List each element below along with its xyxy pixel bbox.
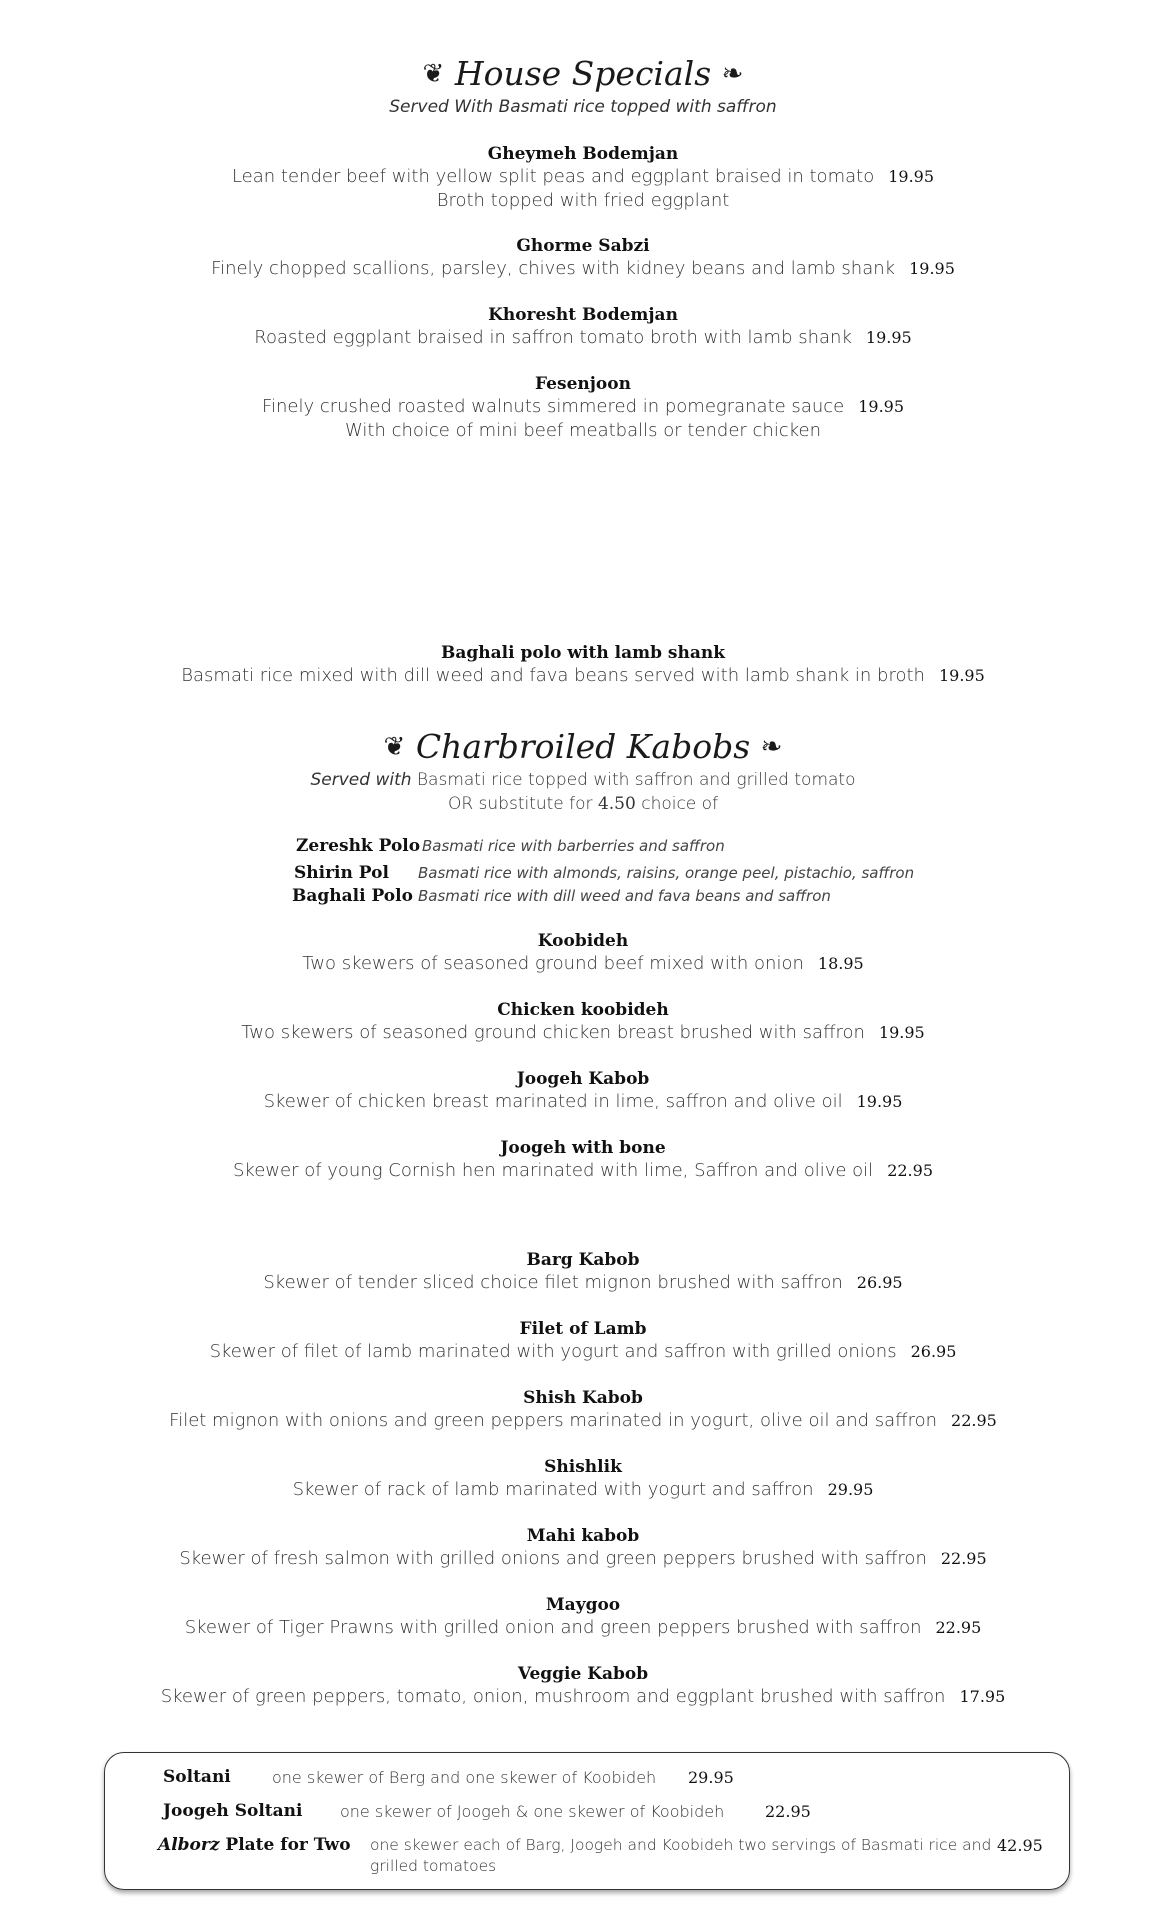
item-description: Skewer of rack of lamb marinated with yogurt and saffron 29.95 xyxy=(292,1479,874,1500)
item-description: Two skewers of seasoned ground beef mixed with onion 18.95 xyxy=(302,953,864,974)
item-description: Roasted eggplant braised in saffron tomato broth with lamb shank 19.95 xyxy=(254,327,912,348)
item-name: Joogeh Kabob xyxy=(516,1069,650,1089)
combo-description: one skewer each of Barg, Joogeh and Koobideh two servings of Basmati rice and xyxy=(370,1836,992,1854)
item-name: Chicken koobideh xyxy=(497,1000,669,1020)
item-description: Basmati rice mixed with dill weed and fava beans served with lamb shank in broth 19.95 xyxy=(181,665,985,686)
rice-option: Baghali Polo Basmati rice with dill weed and fava beans and saffron xyxy=(292,886,831,906)
combo-name: Alborz Plate for Two xyxy=(158,1835,351,1855)
swirl-left-ornament-icon: ❦ xyxy=(383,732,406,762)
swirl-right-ornament-icon: ❧ xyxy=(760,732,783,762)
item-name: Mahi kabob xyxy=(526,1526,640,1546)
combo-description-line2: grilled tomatoes xyxy=(370,1857,497,1875)
item-description-line2: With choice of mini beef meatballs or tender chicken xyxy=(345,420,821,441)
rice-option: Shirin Pol Basmati rice with almonds, raisins, orange peel, pistachio, saffron xyxy=(294,863,915,883)
combo-plates-box xyxy=(104,1752,1070,1890)
combo-name: Joogeh Soltani xyxy=(163,1801,303,1821)
kabobs-heading xyxy=(0,727,1166,766)
item-price: 19.95 xyxy=(858,397,905,416)
item-description: Lean tender beef with yellow split peas and eggplant braised in tomato 19.95 xyxy=(231,166,935,187)
item-price: 29.95 xyxy=(827,1480,874,1499)
combo-price: 42.95 xyxy=(997,1836,1043,1855)
item-name: Koobideh xyxy=(537,931,629,951)
item-price: 19.95 xyxy=(865,328,912,347)
item-description: Skewer of chicken breast marinated in lime, saffron and olive oil 19.95 xyxy=(263,1091,903,1112)
item-description: Filet mignon with onions and green peppers marinated in yogurt, olive oil and saffron 22.95 xyxy=(169,1410,997,1431)
item-price: 19.95 xyxy=(878,1023,925,1042)
item-description: Finely chopped scallions, parsley, chives with kidney beans and lamb shank 19.95 xyxy=(211,258,955,279)
item-description: Skewer of Tiger Prawns with grilled onion and green peppers brushed with saffron 22.95 xyxy=(184,1617,982,1638)
item-price: 26.95 xyxy=(856,1273,903,1292)
item-price: 22.95 xyxy=(951,1411,997,1430)
item-name: Joogeh with bone xyxy=(500,1138,666,1158)
item-price: 22.95 xyxy=(940,1549,987,1568)
item-description: Skewer of tender sliced choice filet mignon brushed with saffron 26.95 xyxy=(263,1272,903,1293)
house-specials-title: House Specials xyxy=(454,54,712,93)
item-price: 18.95 xyxy=(817,954,864,973)
item-description-line2: Broth topped with fried eggplant xyxy=(436,190,730,211)
combo-name: Soltani xyxy=(163,1767,231,1787)
item-price: 22.95 xyxy=(887,1161,933,1180)
item-name: Khoresht Bodemjan xyxy=(488,305,678,325)
combo-description: one skewer of Joogeh & one skewer of Koobideh xyxy=(340,1802,725,1821)
item-name: Fesenjoon xyxy=(535,374,631,394)
item-description: Skewer of green peppers, tomato, onion, mushroom and eggplant brushed with saffron 17.95 xyxy=(160,1686,1006,1707)
item-price: 22.95 xyxy=(935,1618,982,1637)
kabobs-subtitle-line2: OR substitute for 4.50 choice of xyxy=(447,794,719,814)
item-name: Baghali polo with lamb shank xyxy=(441,643,725,663)
swirl-left-ornament-icon: ❦ xyxy=(422,59,445,89)
swirl-right-ornament-icon: ❧ xyxy=(721,59,744,89)
item-description: Skewer of fresh salmon with grilled onions and green peppers brushed with saffron 22.95 xyxy=(179,1548,987,1569)
combo-price: 29.95 xyxy=(688,1768,734,1787)
combo-price: 22.95 xyxy=(765,1802,811,1821)
item-price: 19.95 xyxy=(938,666,985,685)
item-name: Veggie Kabob xyxy=(517,1664,649,1684)
rice-option: Zereshk Polo Basmati rice with barberries and saffron xyxy=(296,836,725,856)
item-price: 17.95 xyxy=(959,1687,1006,1706)
kabobs-subtitle: Served with Basmati rice topped with saffron and grilled tomato xyxy=(310,770,856,790)
house-specials-subtitle: Served With Basmati rice topped with saffron xyxy=(389,97,777,117)
item-price: 26.95 xyxy=(910,1342,957,1361)
item-name: Filet of Lamb xyxy=(519,1319,647,1339)
item-name: Shishlik xyxy=(544,1457,622,1477)
item-price: 19.95 xyxy=(856,1092,903,1111)
item-description: Two skewers of seasoned ground chicken breast brushed with saffron 19.95 xyxy=(241,1022,925,1043)
item-name: Barg Kabob xyxy=(526,1250,640,1270)
kabobs-title: Charbroiled Kabobs xyxy=(415,727,751,766)
combo-description: one skewer of Berg and one skewer of Koobideh xyxy=(272,1768,657,1787)
item-name: Ghorme Sabzi xyxy=(516,236,650,256)
item-name: Gheymeh Bodemjan xyxy=(487,144,679,164)
item-price: 19.95 xyxy=(888,167,935,186)
item-description: Skewer of filet of lamb marinated with yogurt and saffron with grilled onions 26.95 xyxy=(209,1341,957,1362)
item-description: Skewer of young Cornish hen marinated with lime, Saffron and olive oil 22.95 xyxy=(233,1160,933,1181)
item-description: Finely crushed roasted walnuts simmered in pomegranate sauce 19.95 xyxy=(261,396,905,417)
house-specials-heading xyxy=(0,54,1166,93)
item-price: 19.95 xyxy=(909,259,955,278)
item-name: Shish Kabob xyxy=(523,1388,643,1408)
item-name: Maygoo xyxy=(545,1595,621,1615)
